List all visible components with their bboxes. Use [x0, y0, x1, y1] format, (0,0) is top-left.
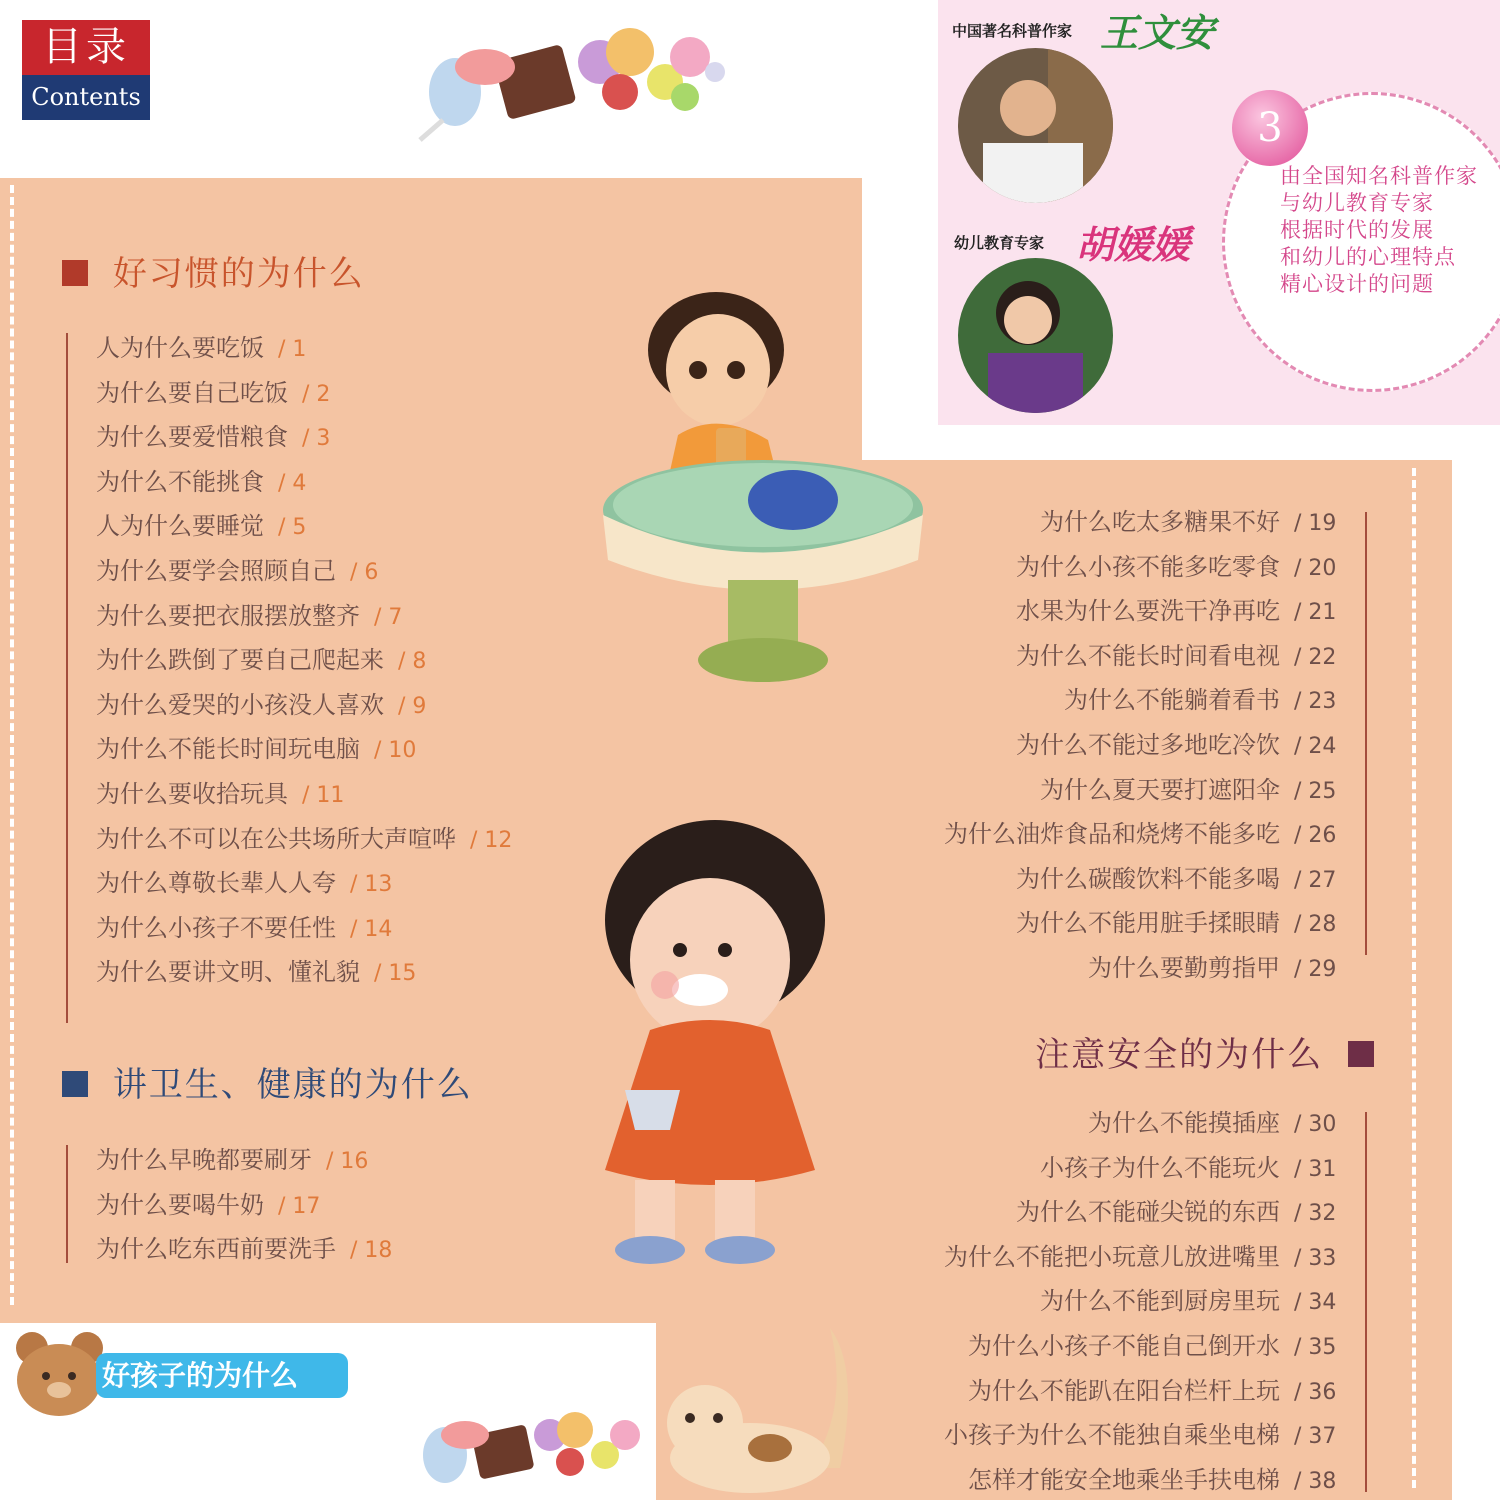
section-title-text: 讲卫生、健康的为什么 — [112, 1065, 473, 1105]
toc-item-page: / 19 — [1294, 511, 1337, 536]
toc-item[interactable] — [96, 504, 512, 549]
toc-item-title: 为什么小孩子不要任性 — [96, 913, 336, 942]
toc-list-hygiene-health — [96, 1138, 392, 1272]
toc-item-title: 为什么小孩不能多吃零食 — [1016, 552, 1280, 581]
toc-item-page: / 20 — [1294, 555, 1337, 581]
teddy-bear-icon — [12, 1328, 107, 1423]
toc-item[interactable] — [880, 1369, 1350, 1414]
toc-item-page: / 5 — [278, 515, 307, 541]
toc-item-title: 为什么吃东西前要洗手 — [96, 1235, 336, 1264]
toc-item[interactable] — [96, 683, 512, 728]
toc-item-title: 为什么不能摸插座 — [1088, 1109, 1280, 1137]
toc-item[interactable] — [96, 861, 512, 906]
toc-item-title: 为什么要学会照顾自己 — [96, 556, 336, 585]
toc-item[interactable] — [96, 415, 512, 460]
toc-item-page: / 16 — [326, 1149, 369, 1174]
toc-item[interactable] — [880, 768, 1350, 813]
toc-item-page: / 32 — [1294, 1201, 1337, 1227]
section-marker — [1348, 1041, 1374, 1067]
toc-item-title: 怎样才能安全地乘坐手扶电梯 — [968, 1465, 1280, 1494]
toc-item-title: 水果为什么要洗干净再吃 — [1016, 597, 1280, 626]
badge-number: 3 — [1232, 90, 1308, 166]
toc-item[interactable] — [880, 1101, 1350, 1146]
toc-item-page: / 38 — [1294, 1468, 1337, 1494]
girl-tea-table-illustration — [598, 290, 933, 690]
author2-label: 幼儿教育专家 — [954, 234, 1045, 252]
series-banner: 好孩子的为什么 — [96, 1353, 348, 1398]
toc-item-title: 人为什么要吃饭 — [96, 334, 264, 362]
toddler-brushing-teeth-illustration — [580, 810, 845, 1270]
toc-item-page: / 30 — [1294, 1112, 1337, 1137]
toc-item-page: / 11 — [302, 782, 345, 808]
intro-note-line: 与幼儿教育专家 — [1280, 191, 1434, 215]
toc-item[interactable] — [96, 371, 512, 416]
toc-item[interactable] — [96, 549, 512, 594]
section-marker — [62, 1071, 88, 1097]
toc-item-page: / 35 — [1294, 1334, 1337, 1360]
toc-item[interactable] — [880, 589, 1350, 634]
toc-item-title: 为什么要勤剪指甲 — [1088, 953, 1280, 982]
toc-item[interactable] — [96, 727, 512, 772]
toc-item-title: 为什么要自己吃饭 — [96, 378, 288, 407]
author1-name: 王文安 — [1100, 10, 1215, 55]
toc-item-page: / 12 — [470, 827, 513, 853]
toc-item[interactable] — [96, 950, 512, 995]
toc-item-title: 为什么不能挑食 — [96, 467, 264, 496]
toc-list-safety — [880, 1101, 1350, 1502]
toc-item[interactable] — [880, 901, 1350, 946]
author1-label: 中国著名科普作家 — [952, 22, 1073, 40]
section-divider-line — [66, 1145, 68, 1263]
toc-item-title: 为什么不能过多地吃冷饮 — [1016, 730, 1280, 759]
toc-item-title: 为什么不能碰尖锐的东西 — [1016, 1198, 1280, 1227]
section-title-safety — [1035, 1027, 1374, 1076]
toc-item-page: / 1 — [278, 337, 307, 362]
toc-item[interactable] — [96, 594, 512, 639]
toc-item[interactable] — [96, 1183, 392, 1228]
toc-item-page: / 14 — [350, 916, 393, 942]
toc-item-page: / 29 — [1294, 956, 1337, 982]
toc-item-title: 人为什么要睡觉 — [96, 512, 264, 541]
toc-item-page: / 21 — [1294, 600, 1337, 626]
toc-item-title: 为什么吃太多糖果不好 — [1040, 508, 1280, 536]
toc-item[interactable] — [880, 1235, 1350, 1280]
section-title-text: 注意安全的为什么 — [1035, 1035, 1324, 1075]
toc-item-title: 为什么要讲文明、懂礼貌 — [96, 958, 360, 987]
section-divider-line — [1365, 512, 1367, 955]
section-marker — [62, 260, 88, 286]
toc-item-page: / 25 — [1294, 778, 1337, 804]
toc-item-title: 为什么不能趴在阳台栏杆上玩 — [968, 1376, 1280, 1405]
toc-item-page: / 8 — [398, 649, 427, 675]
toc-item-title: 为什么爱哭的小孩没人喜欢 — [96, 690, 384, 719]
toc-item[interactable] — [880, 946, 1350, 991]
toc-item-title: 为什么碳酸饮料不能多喝 — [1016, 864, 1280, 893]
intro-note-line: 由全国知名科普作家 — [1280, 164, 1478, 188]
toc-item[interactable] — [96, 1227, 392, 1272]
toc-item-page: / 15 — [374, 961, 417, 987]
candy-illustration-bottom — [410, 1400, 655, 1495]
toc-item[interactable] — [880, 812, 1350, 857]
contents-logo — [22, 20, 150, 120]
toc-item[interactable] — [880, 678, 1350, 723]
toc-item-title: 小孩子为什么不能独自乘坐电梯 — [944, 1421, 1280, 1450]
toc-item-page: / 33 — [1294, 1245, 1337, 1271]
toc-item-title: 为什么要把衣服摆放整齐 — [96, 601, 360, 630]
intro-note-line: 和幼儿的心理特点 — [1280, 245, 1456, 269]
toc-item-title: 小孩子为什么不能玩火 — [1040, 1153, 1280, 1182]
toc-item-title: 为什么不可以在公共场所大声喧哗 — [96, 824, 456, 853]
toc-item-title: 为什么不能把小玩意儿放进嘴里 — [944, 1242, 1280, 1271]
toc-item-page: / 7 — [374, 604, 403, 630]
toc-item-page: / 24 — [1294, 733, 1337, 759]
toc-item-title: 为什么不能用脏手揉眼睛 — [1016, 909, 1280, 938]
right-page-dashed-border — [1412, 468, 1416, 1488]
section-title-hygiene-health — [62, 1057, 473, 1106]
toc-item-title: 为什么要喝牛奶 — [96, 1190, 264, 1219]
toc-item-page: / 22 — [1294, 644, 1337, 670]
toc-item[interactable] — [880, 500, 1350, 545]
toc-item-title: 为什么不能躺着看书 — [1064, 686, 1280, 715]
toc-item-page: / 28 — [1294, 912, 1337, 938]
toc-item[interactable] — [880, 1146, 1350, 1191]
toc-item-page: / 10 — [374, 738, 417, 764]
toc-item[interactable] — [96, 906, 512, 951]
section-divider-line — [1365, 1112, 1367, 1492]
author1-photo — [958, 48, 1113, 203]
section-title-text: 好习惯的为什么 — [112, 254, 365, 294]
toc-item-page: / 18 — [350, 1238, 393, 1264]
cat-illustration — [660, 1308, 875, 1498]
toc-item-title: 为什么油炸食品和烧烤不能多吃 — [944, 820, 1280, 849]
author2-name: 胡媛媛 — [1076, 222, 1191, 267]
logo-title-cn: 目录 — [22, 20, 150, 75]
toc-item[interactable] — [880, 545, 1350, 590]
toc-item-page: / 9 — [398, 693, 427, 719]
section-divider-line — [66, 333, 68, 1023]
toc-item-title: 为什么夏天要打遮阳伞 — [1040, 775, 1280, 804]
toc-item-title: 为什么尊敬长辈人人夸 — [96, 869, 336, 898]
toc-item-page: / 6 — [350, 559, 379, 585]
toc-item-page: / 13 — [350, 872, 393, 898]
toc-item[interactable] — [880, 1413, 1350, 1458]
toc-list-good-habits — [96, 326, 512, 995]
toc-item[interactable] — [880, 723, 1350, 768]
toc-item-page: / 27 — [1294, 867, 1337, 893]
toc-item-page: / 23 — [1294, 689, 1337, 715]
left-page-dashed-border — [10, 185, 14, 1305]
toc-item-page: / 17 — [278, 1193, 321, 1219]
toc-item[interactable] — [880, 857, 1350, 902]
toc-item[interactable] — [880, 1324, 1350, 1369]
toc-item-title: 为什么小孩子不能自己倒开水 — [968, 1331, 1280, 1360]
toc-item[interactable] — [96, 326, 512, 371]
intro-note-line: 精心设计的问题 — [1280, 272, 1434, 296]
toc-item[interactable] — [96, 460, 512, 505]
toc-item-page: / 26 — [1294, 823, 1337, 849]
toc-item-page: / 34 — [1294, 1290, 1337, 1316]
toc-item-page: / 37 — [1294, 1424, 1337, 1450]
toc-item[interactable] — [880, 634, 1350, 679]
toc-item-title: 为什么不能长时间看电视 — [1016, 641, 1280, 670]
toc-item[interactable] — [96, 638, 512, 683]
toc-item[interactable] — [880, 1458, 1350, 1503]
toc-item-page: / 2 — [302, 381, 331, 407]
toc-item-title: 为什么跌倒了要自己爬起来 — [96, 646, 384, 675]
logo-title-en: Contents — [22, 75, 150, 120]
toc-list-hygiene-health-continued — [880, 500, 1350, 991]
toc-item[interactable] — [880, 1279, 1350, 1324]
intro-note-line: 根据时代的发展 — [1280, 218, 1434, 242]
toc-item-page: / 3 — [302, 426, 331, 452]
toc-item-title: 为什么要收拾玩具 — [96, 779, 288, 808]
toc-item-title: 为什么不能到厨房里玩 — [1040, 1287, 1280, 1316]
toc-item-title: 为什么要爱惜粮食 — [96, 423, 288, 452]
toc-item[interactable] — [96, 817, 512, 862]
author2-photo — [958, 258, 1113, 413]
toc-item-page: / 4 — [278, 470, 307, 496]
toc-item-page: / 31 — [1294, 1156, 1337, 1182]
section-title-good-habits — [62, 246, 365, 295]
candy-illustration-top — [415, 12, 745, 142]
toc-item-page: / 36 — [1294, 1379, 1337, 1405]
toc-item-title: 为什么早晚都要刷牙 — [96, 1146, 312, 1174]
toc-item[interactable] — [96, 1138, 392, 1183]
toc-item[interactable] — [96, 772, 512, 817]
toc-item-title: 为什么不能长时间玩电脑 — [96, 735, 360, 764]
toc-item[interactable] — [880, 1190, 1350, 1235]
